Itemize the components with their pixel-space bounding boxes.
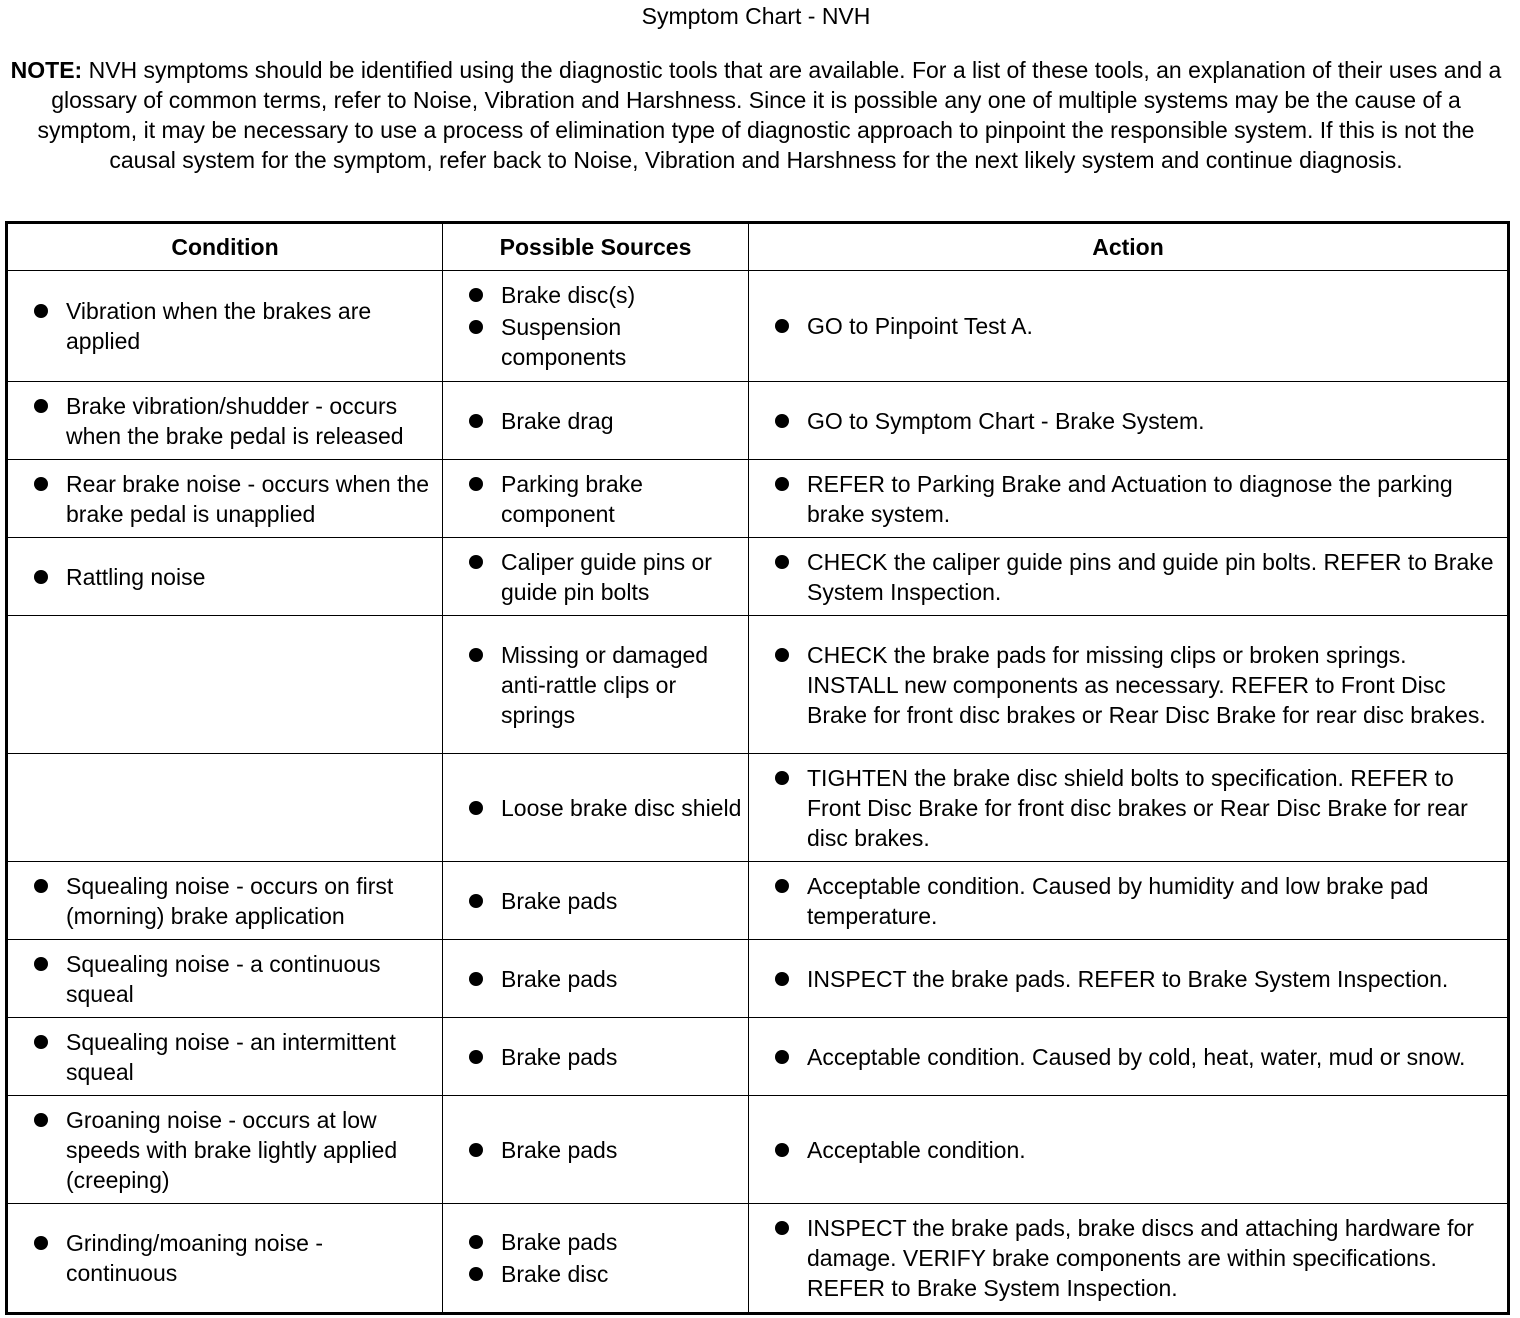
- list-item: GO to Symptom Chart - Brake System.: [749, 406, 1501, 436]
- bullet-list: [8, 871, 436, 931]
- bullet-list: [749, 1135, 1501, 1165]
- bullet-list: [8, 1105, 436, 1195]
- table-row: [7, 1204, 1509, 1314]
- list-item: Brake disc(s): [443, 280, 742, 310]
- list-item: Loose brake disc shield: [443, 793, 742, 823]
- bullet-list: [443, 640, 742, 730]
- list-item: Groaning noise - occurs at low speeds with brake lightly applied (creeping): [8, 1105, 436, 1195]
- condition-cell: [7, 940, 443, 1018]
- bullet-list: [8, 1027, 436, 1087]
- table-row: [7, 538, 1509, 616]
- list-item: INSPECT the brake pads. REFER to Brake System Inspection.: [749, 964, 1501, 994]
- table-row: [7, 1096, 1509, 1204]
- bullet-list: [443, 1135, 742, 1165]
- symptom-chart-table: [5, 221, 1510, 1315]
- condition-cell: [7, 271, 443, 382]
- table-row: [7, 1018, 1509, 1096]
- bullet-list: [749, 311, 1501, 341]
- list-item: Acceptable condition. Caused by humidity and low brake pad temperature.: [749, 871, 1501, 931]
- list-item: Squealing noise - a continuous squeal: [8, 949, 436, 1009]
- bullet-list: [749, 1213, 1501, 1303]
- sources-cell: [443, 1018, 749, 1096]
- note-paragraph: [4, 55, 1508, 175]
- sources-cell: [443, 1096, 749, 1204]
- table-row: [7, 754, 1509, 862]
- action-cell: [749, 538, 1509, 616]
- action-cell: [749, 382, 1509, 460]
- sources-cell: [443, 940, 749, 1018]
- header-condition: Condition: [7, 223, 443, 271]
- bullet-list: [8, 469, 436, 529]
- bullet-list: [749, 547, 1501, 607]
- condition-cell: [7, 1096, 443, 1204]
- list-item: Suspension components: [443, 312, 742, 372]
- action-cell: [749, 862, 1509, 940]
- bullet-list: [443, 793, 742, 823]
- list-item: Brake pads: [443, 1227, 742, 1257]
- bullet-list: [443, 1227, 742, 1289]
- sources-cell: [443, 754, 749, 862]
- sources-cell: [443, 616, 749, 754]
- condition-cell: [7, 1018, 443, 1096]
- header-action: Action: [749, 223, 1509, 271]
- list-item: Vibration when the brakes are applied: [8, 296, 436, 356]
- bullet-list: [443, 886, 742, 916]
- list-item: Squealing noise - occurs on first (morning) brake application: [8, 871, 436, 931]
- table-row: [7, 460, 1509, 538]
- list-item: CHECK the brake pads for missing clips or broken springs. INSTALL new components as necessary. REFER to Front Disc Brake for front disc brakes or Rear Disc Brake for rear disc brakes.: [749, 640, 1501, 730]
- sources-cell: [443, 538, 749, 616]
- bullet-list: [8, 562, 436, 592]
- list-item: GO to Pinpoint Test A.: [749, 311, 1501, 341]
- condition-cell: [7, 538, 443, 616]
- bullet-list: [443, 469, 742, 529]
- table-row: [7, 382, 1509, 460]
- list-item: REFER to Parking Brake and Actuation to diagnose the parking brake system.: [749, 469, 1501, 529]
- action-cell: [749, 460, 1509, 538]
- bullet-list: [749, 1042, 1501, 1072]
- list-item: Missing or damaged anti-rattle clips or springs: [443, 640, 742, 730]
- bullet-list: [749, 406, 1501, 436]
- note-text: NVH symptoms should be identified using the diagnostic tools that are available. For a list of these tools, an explanation of their uses and a glossary of common terms, refer to Noise, Vibration and Harshness. Since it is possible any one of multiple systems may be the cause of a symptom, it may be necessary to use a process of elimination type of diagnostic approach to pinpoint the responsible system. If this is not the causal system for the symptom, refer back to Noise, Vibration and Harshness for the next likely system and continue diagnosis.: [37, 57, 1502, 173]
- list-item: Brake vibration/shudder - occurs when the brake pedal is released: [8, 391, 436, 451]
- list-item: Rear brake noise - occurs when the brake pedal is unapplied: [8, 469, 436, 529]
- table-header-row: [7, 223, 1509, 271]
- list-item: TIGHTEN the brake disc shield bolts to specification. REFER to Front Disc Brake for front disc brakes or Rear Disc Brake for rear disc brakes.: [749, 763, 1501, 853]
- bullet-list: [443, 406, 742, 436]
- list-item: Squealing noise - an intermittent squeal: [8, 1027, 436, 1087]
- action-cell: [749, 1204, 1509, 1314]
- bullet-list: [8, 949, 436, 1009]
- bullet-list: [443, 547, 742, 607]
- action-cell: [749, 1096, 1509, 1204]
- bullet-list: [749, 469, 1501, 529]
- table-row: [7, 940, 1509, 1018]
- table-row: [7, 616, 1509, 754]
- condition-cell: [7, 1204, 443, 1314]
- bullet-list: [749, 964, 1501, 994]
- list-item: CHECK the caliper guide pins and guide pin bolts. REFER to Brake System Inspection.: [749, 547, 1501, 607]
- condition-cell: [7, 382, 443, 460]
- sources-cell: [443, 1204, 749, 1314]
- sources-cell: [443, 862, 749, 940]
- sources-cell: [443, 460, 749, 538]
- condition-cell: [7, 754, 443, 862]
- list-item: Acceptable condition.: [749, 1135, 1501, 1165]
- bullet-list: [443, 1042, 742, 1072]
- condition-cell: [7, 460, 443, 538]
- condition-cell: [7, 616, 443, 754]
- list-item: INSPECT the brake pads, brake discs and attaching hardware for damage. VERIFY brake components are within specifications. REFER to Brake System Inspection.: [749, 1213, 1501, 1303]
- bullet-list: [443, 964, 742, 994]
- bullet-list: [8, 391, 436, 451]
- list-item: Grinding/moaning noise - continuous: [8, 1228, 436, 1288]
- action-cell: [749, 1018, 1509, 1096]
- action-cell: [749, 754, 1509, 862]
- table-row: [7, 862, 1509, 940]
- note-label: NOTE:: [10, 57, 83, 83]
- table-row: [7, 271, 1509, 382]
- sources-cell: [443, 382, 749, 460]
- list-item: Brake pads: [443, 1135, 742, 1165]
- list-item: Brake drag: [443, 406, 742, 436]
- action-cell: [749, 616, 1509, 754]
- bullet-list: [749, 640, 1501, 730]
- action-cell: [749, 940, 1509, 1018]
- list-item: Brake disc: [443, 1259, 742, 1289]
- list-item: Brake pads: [443, 1042, 742, 1072]
- list-item: Parking brake component: [443, 469, 742, 529]
- bullet-list: [8, 296, 436, 356]
- sources-cell: [443, 271, 749, 382]
- condition-cell: [7, 862, 443, 940]
- header-possible-sources: Possible Sources: [443, 223, 749, 271]
- bullet-list: [443, 280, 742, 372]
- list-item: Acceptable condition. Caused by cold, heat, water, mud or snow.: [749, 1042, 1501, 1072]
- list-item: Brake pads: [443, 886, 742, 916]
- action-cell: [749, 271, 1509, 382]
- bullet-list: [8, 1228, 436, 1288]
- page-title: Symptom Chart - NVH: [641, 3, 871, 29]
- bullet-list: [749, 871, 1501, 931]
- list-item: Caliper guide pins or guide pin bolts: [443, 547, 742, 607]
- list-item: Rattling noise: [8, 562, 436, 592]
- list-item: Brake pads: [443, 964, 742, 994]
- bullet-list: [749, 763, 1501, 853]
